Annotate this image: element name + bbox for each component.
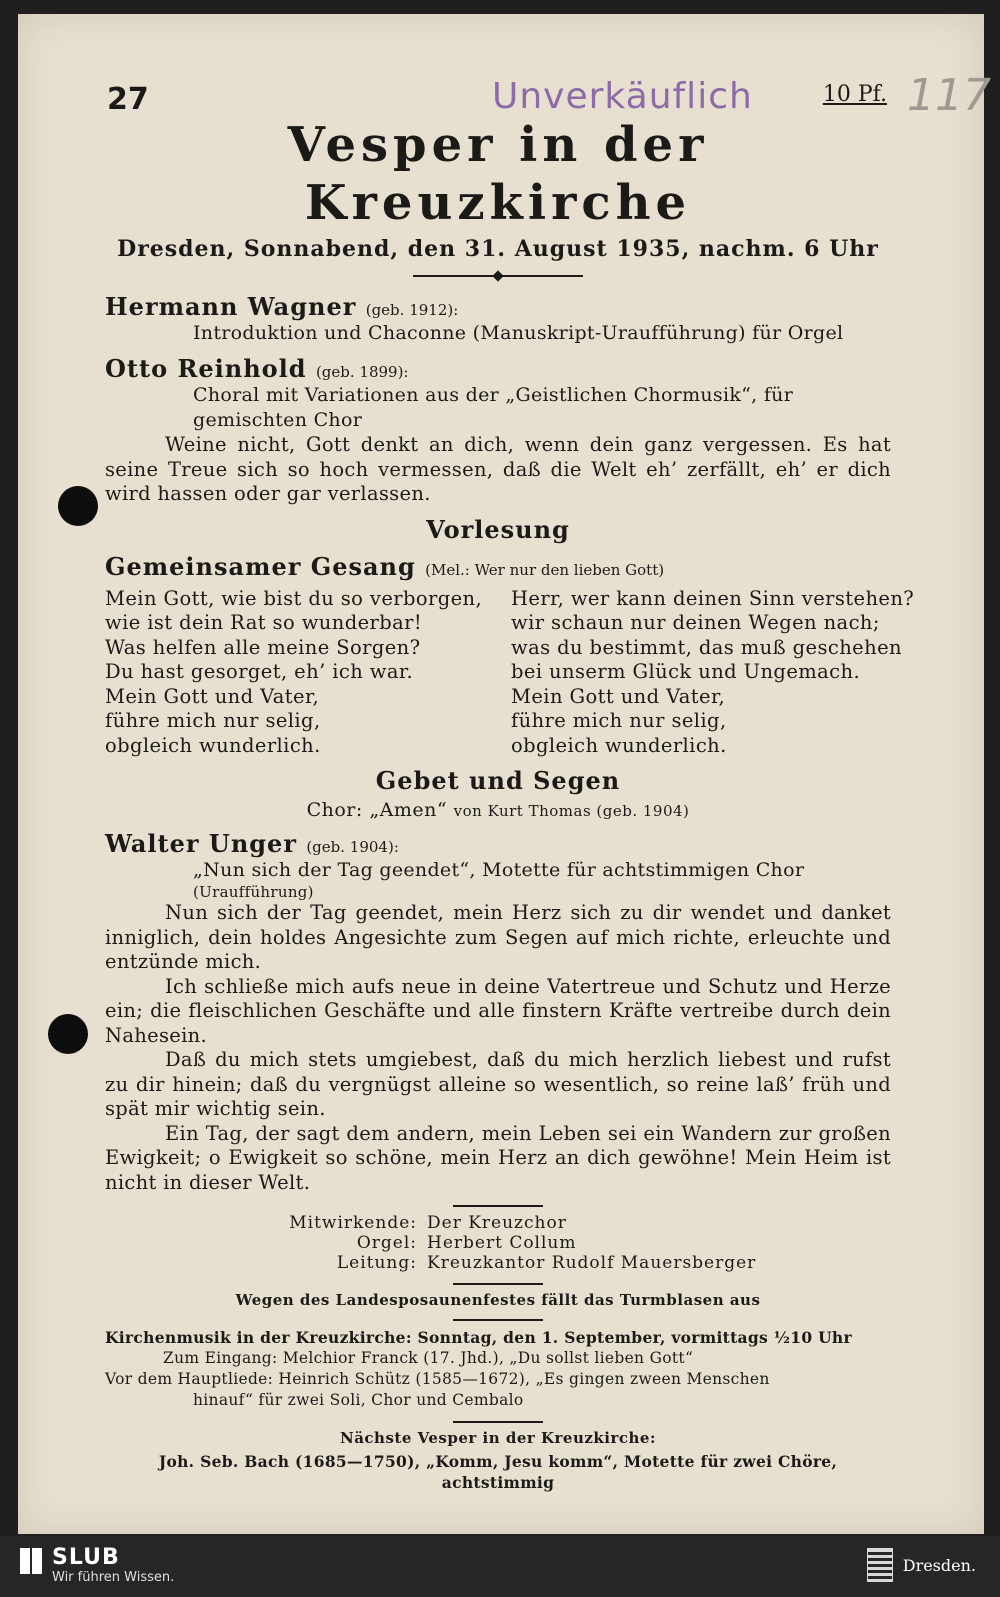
composer-dates: (geb. 1912): bbox=[365, 301, 459, 319]
punch-hole bbox=[48, 1014, 88, 1054]
hymn-line: Mein Gott und Vater, bbox=[511, 684, 726, 708]
unverkaeuflich-stamp: Unverkäuflich bbox=[492, 76, 753, 117]
divider bbox=[453, 1319, 543, 1321]
choral-text: Weine nicht, Gott denkt an dich, wenn dein ganz vergessen. Es hat seine Treue sich so hoch vermessen, daß die Welt eh’ zerfällt, eh’ er dich wird hassen oder gar verlassen. bbox=[105, 433, 891, 505]
credit-name: Herbert Collum bbox=[427, 1233, 577, 1253]
work-title: Introduktion und Chaconne (Manuskript-Uraufführung) für Orgel bbox=[193, 322, 844, 344]
program-number: 27 bbox=[107, 82, 149, 117]
hymn-line: wie ist dein Rat so wunderbar! bbox=[105, 611, 423, 634]
motet-paragraph: Ein Tag, der sagt dem andern, mein Leben sei ein Wandern zur großen Ewigkeit; o Ewigkeit so schöne, mein Herz an dich gewöhne! Mein Heim ist nicht in dieser Welt. bbox=[105, 1121, 891, 1194]
work-title-continued: gemischten Chor bbox=[193, 409, 363, 431]
composer-dates: (geb. 1904): bbox=[306, 838, 399, 856]
hymn-verse-1 bbox=[105, 587, 485, 759]
notice-line: Wegen des Landesposaunenfestes fällt das Turmblasen aus bbox=[235, 1291, 761, 1309]
premiere-note: (Uraufführung) bbox=[193, 883, 314, 901]
hymn-line: führe mich nur selig, bbox=[511, 709, 727, 732]
divider bbox=[453, 1283, 543, 1285]
hymn-verses bbox=[105, 586, 915, 759]
composer-unger bbox=[105, 829, 891, 858]
slub-tagline: Wir führen Wissen. bbox=[52, 1570, 175, 1585]
next-vesper-line: Joh. Seb. Bach (1685—1750), „Komm, Jesu komm“, Motette für zwei Chöre, achtstimmig bbox=[158, 1452, 838, 1492]
hymn-line: obgleich wunderlich. bbox=[105, 733, 321, 757]
hymn-line: führe mich nur selig, bbox=[105, 709, 321, 732]
dresden-logo[interactable] bbox=[867, 1548, 976, 1582]
header-line bbox=[105, 70, 991, 121]
motet-paragraph: Nun sich der Tag geendet, mein Herz sich zu dir wendet und danket inniglich, dein holdes Angesichte zum Segen auf mich richte, erleuchte und entzünde mich. bbox=[105, 901, 891, 973]
slub-logo[interactable] bbox=[20, 1546, 174, 1585]
credit-name: Kreuzkantor Rudolf Mauersberger bbox=[427, 1253, 757, 1273]
punch-hole bbox=[58, 486, 98, 526]
hymn-line: wir schaun nur deinen Wegen nach; bbox=[511, 611, 880, 634]
credit-row bbox=[255, 1213, 891, 1233]
hymn-line: Mein Gott und Vater, bbox=[105, 684, 320, 708]
price-label: 10 Pf. bbox=[822, 82, 887, 107]
composer-wagner bbox=[105, 292, 891, 321]
church-music-entry: Zum Eingang: Melchior Franck (17. Jhd.), „Du sollst lieben Gott“ bbox=[163, 1349, 694, 1367]
city-crest-icon bbox=[867, 1548, 893, 1582]
date-line: Dresden, Sonnabend, den 31. August 1935, nachm. 6 Uhr bbox=[117, 236, 879, 262]
hymn-line: obgleich wunderlich. bbox=[511, 733, 727, 757]
dresden-wordmark: Dresden. bbox=[902, 1555, 976, 1575]
next-vesper-heading: Nächste Vesper in der Kreuzkirche: bbox=[339, 1429, 657, 1447]
hymn-line: Herr, wer kann deinen Sinn verstehen? bbox=[511, 586, 915, 610]
viewer-footer bbox=[0, 1536, 1000, 1597]
church-music-block bbox=[105, 1327, 891, 1411]
credit-role: Mitwirkende: bbox=[289, 1213, 417, 1233]
hymn-title: Gemeinsamer Gesang bbox=[105, 551, 416, 581]
page-title: Vesper in der Kreuzkirche bbox=[287, 117, 709, 231]
performer-credits bbox=[255, 1213, 891, 1273]
amen-label: Chor: „Amen“ bbox=[306, 799, 448, 821]
slub-brand: SLUB bbox=[52, 1545, 120, 1570]
section-prayer: Gebet und Segen bbox=[375, 766, 621, 795]
title-divider bbox=[413, 270, 583, 282]
composer-reinhold bbox=[105, 354, 891, 383]
hymn-line: was du bestimmt, das muß geschehen bbox=[511, 635, 902, 659]
pencil-annotation: 117 bbox=[907, 70, 991, 121]
credit-row bbox=[255, 1233, 891, 1253]
church-music-entry-continued: hinauf“ für zwei Soli, Chor und Cembalo bbox=[193, 1391, 524, 1409]
credit-role: Orgel: bbox=[356, 1233, 417, 1253]
hymn-heading bbox=[105, 552, 891, 581]
section-reading: Vorlesung bbox=[426, 514, 570, 544]
hymn-line: Du hast gesorget, eh’ ich war. bbox=[105, 660, 414, 683]
motet-paragraph: Daß du mich stets umgiebest, daß du mich herzlich liebest und rufst zu dir hinein; daß du vergnügst alleine so wesentlich, so reine laß’ früh und spät mir wichtig sein. bbox=[105, 1048, 891, 1120]
work-title: Choral mit Variationen aus der „Geistlichen Chormusik“, für bbox=[193, 384, 794, 406]
divider bbox=[453, 1421, 543, 1423]
composer-dates: (geb. 1899): bbox=[315, 363, 409, 381]
hymn-melody: (Mel.: Wer nur den lieben Gott) bbox=[425, 560, 665, 579]
hymn-line: bei unserm Glück und Ungemach. bbox=[511, 660, 861, 683]
divider bbox=[453, 1205, 543, 1207]
program-content bbox=[105, 70, 991, 1493]
work-title: „Nun sich der Tag geendet“, Motette für achtstimmigen Chor bbox=[193, 859, 805, 881]
composer-name: Walter Unger bbox=[105, 829, 297, 858]
church-music-heading: Kirchenmusik in der Kreuzkirche: Sonntag, den 1. September, vormittags ½10 Uhr bbox=[105, 1328, 852, 1347]
church-music-entry: Vor dem Hauptliede: Heinrich Schütz (1585—1672), „Es gingen zween Menschen bbox=[105, 1370, 770, 1388]
hymn-verse-2 bbox=[511, 586, 915, 759]
amen-composer: von Kurt Thomas (geb. 1904) bbox=[453, 802, 690, 820]
credit-name: Der Kreuzchor bbox=[427, 1213, 567, 1233]
credit-row bbox=[255, 1253, 891, 1273]
hymn-line: Mein Gott, wie bist du so verborgen, bbox=[105, 586, 483, 610]
motet-paragraph: Ich schließe mich aufs neue in deine Vatertreue und Schutz und Herze ein; die fleischlichen Geschäfte und alle finstern Kräfte vertreibe durch dein Nahesein. bbox=[105, 974, 891, 1047]
composer-name: Otto Reinhold bbox=[105, 354, 307, 383]
amen-line bbox=[105, 799, 891, 821]
book-icon bbox=[20, 1548, 42, 1574]
composer-name: Hermann Wagner bbox=[105, 292, 357, 321]
credit-role: Leitung: bbox=[336, 1253, 417, 1273]
hymn-line: Was helfen alle meine Sorgen? bbox=[105, 635, 421, 659]
